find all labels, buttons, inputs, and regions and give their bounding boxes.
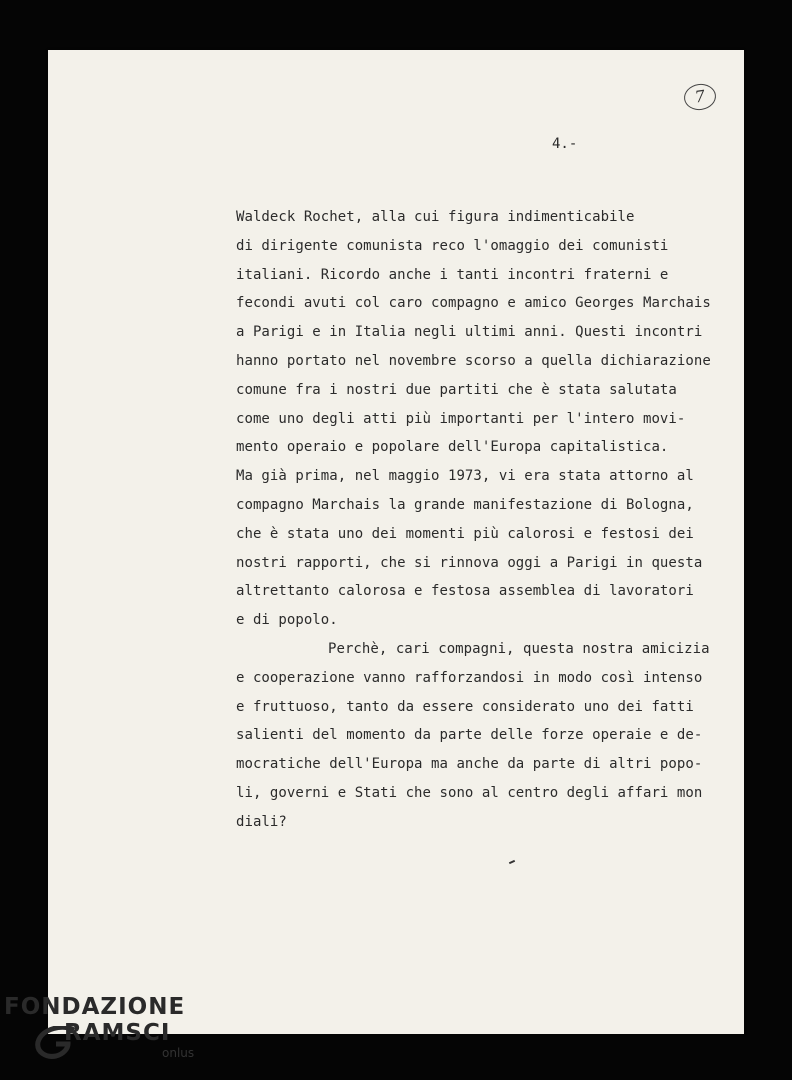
text-line: mento operaio e popolare dell'Europa capitalistica. bbox=[236, 439, 669, 456]
text-line: Perchè, cari compagni, questa nostra amicizia bbox=[328, 640, 710, 657]
text-line: e fruttuoso, tanto da essere considerato uno dei fatti bbox=[236, 698, 694, 715]
text-line: salienti del momento da parte delle forze operaie e de- bbox=[236, 727, 703, 744]
text-line: comune fra i nostri due partiti che è stata salutata bbox=[236, 381, 677, 398]
text-line: e di popolo. bbox=[236, 612, 338, 629]
text-line: fecondi avuti col caro compagno e amico Georges Marchais bbox=[236, 295, 711, 312]
page-number: 4.- bbox=[552, 136, 578, 152]
text-line: e cooperazione vanno rafforzandosi in modo così intenso bbox=[236, 669, 703, 686]
text-line: a Parigi e in Italia negli ultimi anni. Questi incontri bbox=[236, 324, 703, 341]
folio-number: 7 bbox=[682, 82, 717, 112]
text-line: che è stata uno dei momenti più calorosi e festosi dei bbox=[236, 525, 694, 542]
letter-body bbox=[236, 203, 736, 837]
text-line: nostri rapporti, che si rinnova oggi a Parigi in questa bbox=[236, 554, 703, 571]
text-line: compagno Marchais la grande manifestazione di Bologna, bbox=[236, 496, 694, 513]
text-line: mocratiche dell'Europa ma anche da parte di altri popo- bbox=[236, 756, 703, 773]
logo-line2: RAMSCI bbox=[64, 1020, 171, 1046]
text-line: come uno degli atti più importanti per l'intero movi- bbox=[236, 410, 686, 427]
text-line: hanno portato nel novembre scorso a quella dichiarazione bbox=[236, 352, 711, 369]
text-line: italiani. Ricordo anche i tanti incontri fraterni e bbox=[236, 266, 669, 283]
document-page bbox=[48, 50, 744, 1034]
pen-mark bbox=[509, 860, 515, 864]
text-line: Ma già prima, nel maggio 1973, vi era stata attorno al bbox=[236, 468, 694, 485]
watermark-logo bbox=[4, 994, 195, 1060]
g-logo-icon bbox=[34, 1026, 80, 1060]
text-line: Waldeck Rochet, alla cui figura indimenticabile bbox=[236, 209, 635, 225]
text-line: li, governi e Stati che sono al centro degli affari mon bbox=[236, 784, 703, 801]
text-line: di dirigente comunista reco l'omaggio dei comunisti bbox=[236, 237, 669, 254]
text-line: diali? bbox=[236, 813, 287, 830]
text-line: altrettanto calorosa e festosa assemblea di lavoratori bbox=[236, 583, 694, 600]
logo-line1: FONDAZIONE bbox=[4, 994, 186, 1020]
logo-onlus: onlus bbox=[162, 1046, 195, 1060]
